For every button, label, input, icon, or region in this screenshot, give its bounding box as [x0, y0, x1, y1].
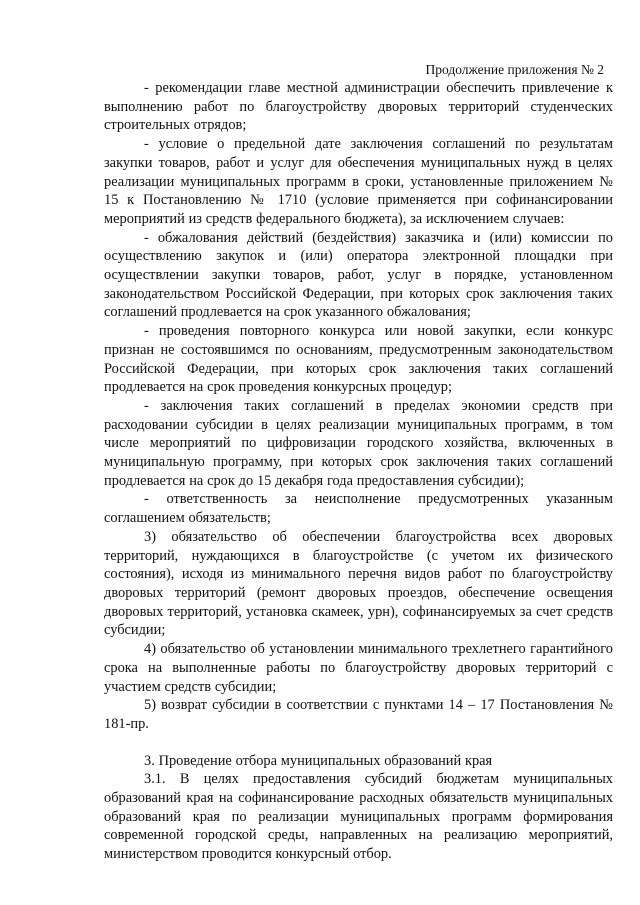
paragraph-obligation-improvement: 3) обязательство об обеспечении благоустройства всех дворовых территорий, нуждающихся в благоустройстве (с учетом их физического состояния), исходя из минимального перечня видов работ по благоустройству дворовых территорий (ремонт дворовых проездов, обеспечение освещения дворовых территорий, установка скамеек, урн), софинансируемых за счет средств субсидии; — [104, 528, 613, 639]
paragraph-obligation-warranty: 4) обязательство об установлении минимального трехлетнего гарантийного срока на выполненные работы по благоустройству дворовых территорий с участием средств субсидии; — [104, 641, 613, 695]
paragraph-subsidy-return: 5) возврат субсидии в соответствии с пунктами 14 – 17 Постановления № 181-пр. — [104, 697, 613, 732]
document-body — [104, 79, 613, 864]
section-paragraph-3-1: 3.1. В целях предоставления субсидий бюджетам муниципальных образований края на софинансирование расходных обязательств муниципальных образований края по реализации муниципальных программ формирования современной городской среды, направленных на реализацию мероприятий, министерством проводится конкурсный отбор. — [104, 771, 613, 863]
paragraph-liability: - ответственность за неисполнение предусмотренных указанным соглашением обязательств; — [104, 491, 613, 527]
appendix-continuation-header: Продолжение приложения № 2 — [425, 62, 604, 77]
paragraph-deadline-condition: - условие о предельной дате заключения соглашений по результатам закупки товаров, работ и услуг для обеспечения муниципальных нужд в целях реализации муниципальных программ в сроки, установленные приложением № 15 к Постановлению № 1710 (условие применяется при софинансировании мероприятий из средств федерального бюджета), за исключением случаев: — [104, 136, 613, 227]
paragraph-student-brigades: - рекомендации главе местной администрации обеспечить привлечение к выполнению работ по благоустройству дворовых территорий студенческих строительных отрядов; — [104, 80, 613, 134]
section-title: 3. Проведение отбора муниципальных образований края — [144, 752, 493, 769]
paragraph-savings-exception: - заключения таких соглашений в пределах экономии средств при расходовании субсидии в целях реализации муниципальных программ, в том числе мероприятий по цифровизации городского хозяйства, включенных в муниципальную программу, при которых срок заключения таких соглашений продлевается на срок до 15 декабря года предоставления субсидии); — [104, 397, 613, 489]
paragraph-appeal-exception: - обжалования действий (бездействия) заказчика и (или) комиссии по осуществлению закупок и (или) оператора электронной площадки при осуществлении закупки товаров, работ, услуг в порядке, установленном законодательством Российской Федерации, при которых срок заключения таких соглашений продлевается на срок указанного обжалования; — [104, 229, 613, 321]
paragraph-repeat-tender-exception: - проведения повторного конкурса или новой закупки, если конкурс признан не состоявшимся по основаниям, предусмотренным законодательством Российской Федерации, при которых срок заключения таких соглашений продлевается на срок проведения конкурсных процедур; — [104, 323, 613, 396]
